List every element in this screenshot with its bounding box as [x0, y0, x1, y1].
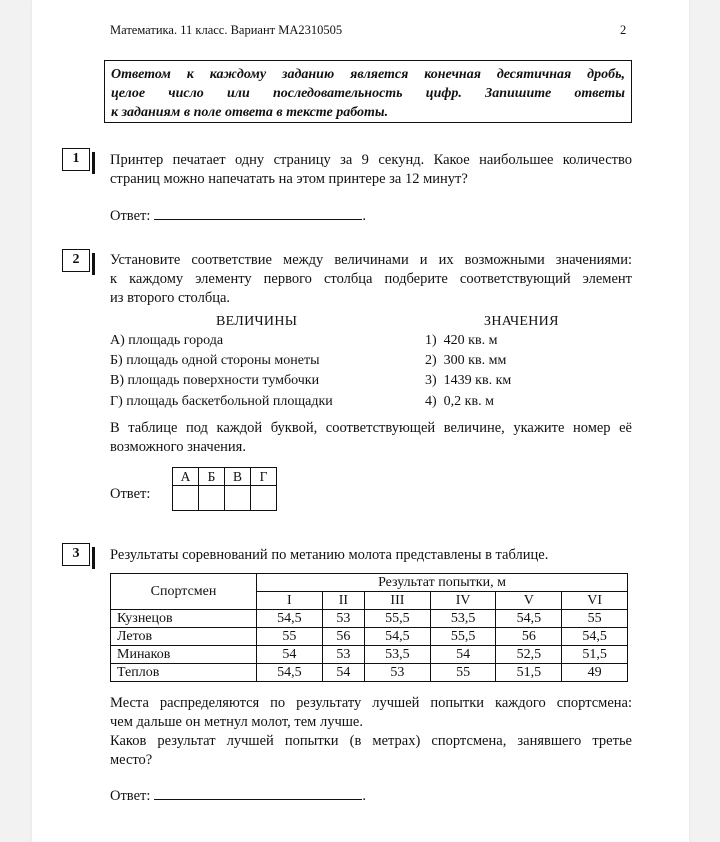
answer-letter: А [173, 468, 199, 486]
table-row [111, 610, 628, 628]
answer-end: . [362, 788, 366, 804]
column-heading-values: ЗНАЧЕНИЯ [484, 314, 559, 329]
result-cell: 56 [496, 628, 562, 646]
task2-instruction [110, 419, 632, 457]
task1-line: страниц можно напечатать на этом принтере за 12 минут? [110, 171, 468, 187]
answer-grid [172, 467, 277, 511]
task1-text [110, 151, 632, 189]
answer-end: . [362, 208, 366, 224]
answer-cell[interactable] [225, 486, 251, 511]
athlete-name: Минаков [111, 646, 257, 664]
attempt-header: IV [430, 592, 496, 610]
result-cell: 54,5 [257, 664, 323, 682]
value-item: 3) 1439 кв. км [425, 373, 512, 388]
attempt-header: VI [562, 592, 628, 610]
table-row [111, 646, 628, 664]
task3-question [110, 694, 632, 770]
result-cell: 54,5 [562, 628, 628, 646]
task3-line: Каков результат лучшей попытки (в метрах) спортсмена, занявшего третье [110, 733, 632, 749]
answer-label: Ответ: [110, 208, 151, 224]
result-cell: 56 [322, 628, 364, 646]
answer-label: Ответ: [110, 788, 151, 804]
result-cell: 53 [322, 610, 364, 628]
result-cell: 55,5 [430, 628, 496, 646]
document-page [32, 0, 689, 842]
instruction-box [104, 60, 632, 123]
task2-after-line: возможного значения. [110, 439, 246, 455]
attempt-header: V [496, 592, 562, 610]
attempt-header: II [322, 592, 364, 610]
result-cell: 54,5 [257, 610, 323, 628]
result-cell: 55 [562, 610, 628, 628]
answer-cell[interactable] [251, 486, 277, 511]
result-cell: 54 [322, 664, 364, 682]
athlete-name: Теплов [111, 664, 257, 682]
result-cell: 54,5 [496, 610, 562, 628]
page-number: 2 [620, 23, 627, 37]
task2-text [110, 251, 632, 308]
task3-line: чем дальше он метнул молот, тем лучше. [110, 714, 363, 730]
answer-cell[interactable] [199, 486, 225, 511]
result-cell: 54 [257, 646, 323, 664]
result-cell: 51,5 [496, 664, 562, 682]
athlete-name: Летов [111, 628, 257, 646]
task-number-2: 2 [62, 249, 90, 272]
value-item: 4) 0,2 кв. м [425, 394, 494, 409]
result-cell: 53,5 [430, 610, 496, 628]
attempt-header: III [365, 592, 431, 610]
result-cell: 53 [322, 646, 364, 664]
page-header: Математика. 11 класс. Вариант МА2310505 [110, 23, 343, 37]
attempt-header: I [257, 592, 323, 610]
answer-letter: Г [251, 468, 277, 486]
answer-input-line[interactable] [154, 786, 362, 800]
instruction-line: Ответом к каждому заданию является конечная десятичная дробь, [111, 67, 625, 82]
instruction-line: целое число или последовательность цифр. Запишите ответы [111, 86, 625, 101]
result-cell: 54 [430, 646, 496, 664]
task1-answer [110, 206, 366, 226]
result-cell: 52,5 [496, 646, 562, 664]
quantity-item: Б) площадь одной стороны монеты [110, 353, 320, 368]
task2-after-line: В таблице под каждой буквой, соответствующей величине, укажите номер её [110, 420, 632, 436]
result-cell: 55,5 [365, 610, 431, 628]
task-number-3: 3 [62, 543, 90, 566]
answer-cell[interactable] [173, 486, 199, 511]
answer-letter: Б [199, 468, 225, 486]
athlete-header: Спортсмен [111, 574, 257, 610]
task2-answer-label: Ответ: [110, 486, 151, 502]
quantity-item: Г) площадь баскетбольной площадки [110, 394, 333, 409]
instruction-line: к заданиям в поле ответа в тексте работы. [111, 105, 389, 120]
result-cell: 53 [365, 664, 431, 682]
quantity-item: А) площадь города [110, 333, 224, 348]
task3-intro: Результаты соревнований по метанию молота представлены в таблице. [110, 547, 549, 563]
task3-line: место? [110, 752, 153, 768]
task-number-1: 1 [62, 148, 90, 171]
result-cell: 51,5 [562, 646, 628, 664]
answer-letter: В [225, 468, 251, 486]
task2-line: из второго столбца. [110, 290, 231, 306]
result-cell: 55 [257, 628, 323, 646]
quantity-item: В) площадь поверхности тумбочки [110, 373, 320, 388]
result-cell: 49 [562, 664, 628, 682]
task1-line: Принтер печатает одну страницу за 9 секунд. Какое наибольшее количество [110, 152, 632, 168]
table-row [111, 628, 628, 646]
value-item: 2) 300 кв. мм [425, 353, 507, 368]
athlete-name: Кузнецов [111, 610, 257, 628]
task2-line: к каждому элементу первого столбца подберите соответствующий элемент [110, 271, 632, 287]
result-cell: 54,5 [365, 628, 431, 646]
answer-input-line[interactable] [154, 206, 362, 220]
task2-line: Установите соответствие между величинами и их возможными значениями: [110, 252, 632, 268]
table-row [111, 664, 628, 682]
column-heading-quantities: ВЕЛИЧИНЫ [216, 314, 298, 329]
task3-answer [110, 786, 366, 806]
result-header: Результат попытки, м [257, 574, 628, 592]
result-cell: 55 [430, 664, 496, 682]
results-table [110, 573, 628, 682]
value-item: 1) 420 кв. м [425, 333, 498, 348]
result-cell: 53,5 [365, 646, 431, 664]
task3-line: Места распределяются по результату лучшей попытки каждого спортсмена: [110, 695, 632, 711]
